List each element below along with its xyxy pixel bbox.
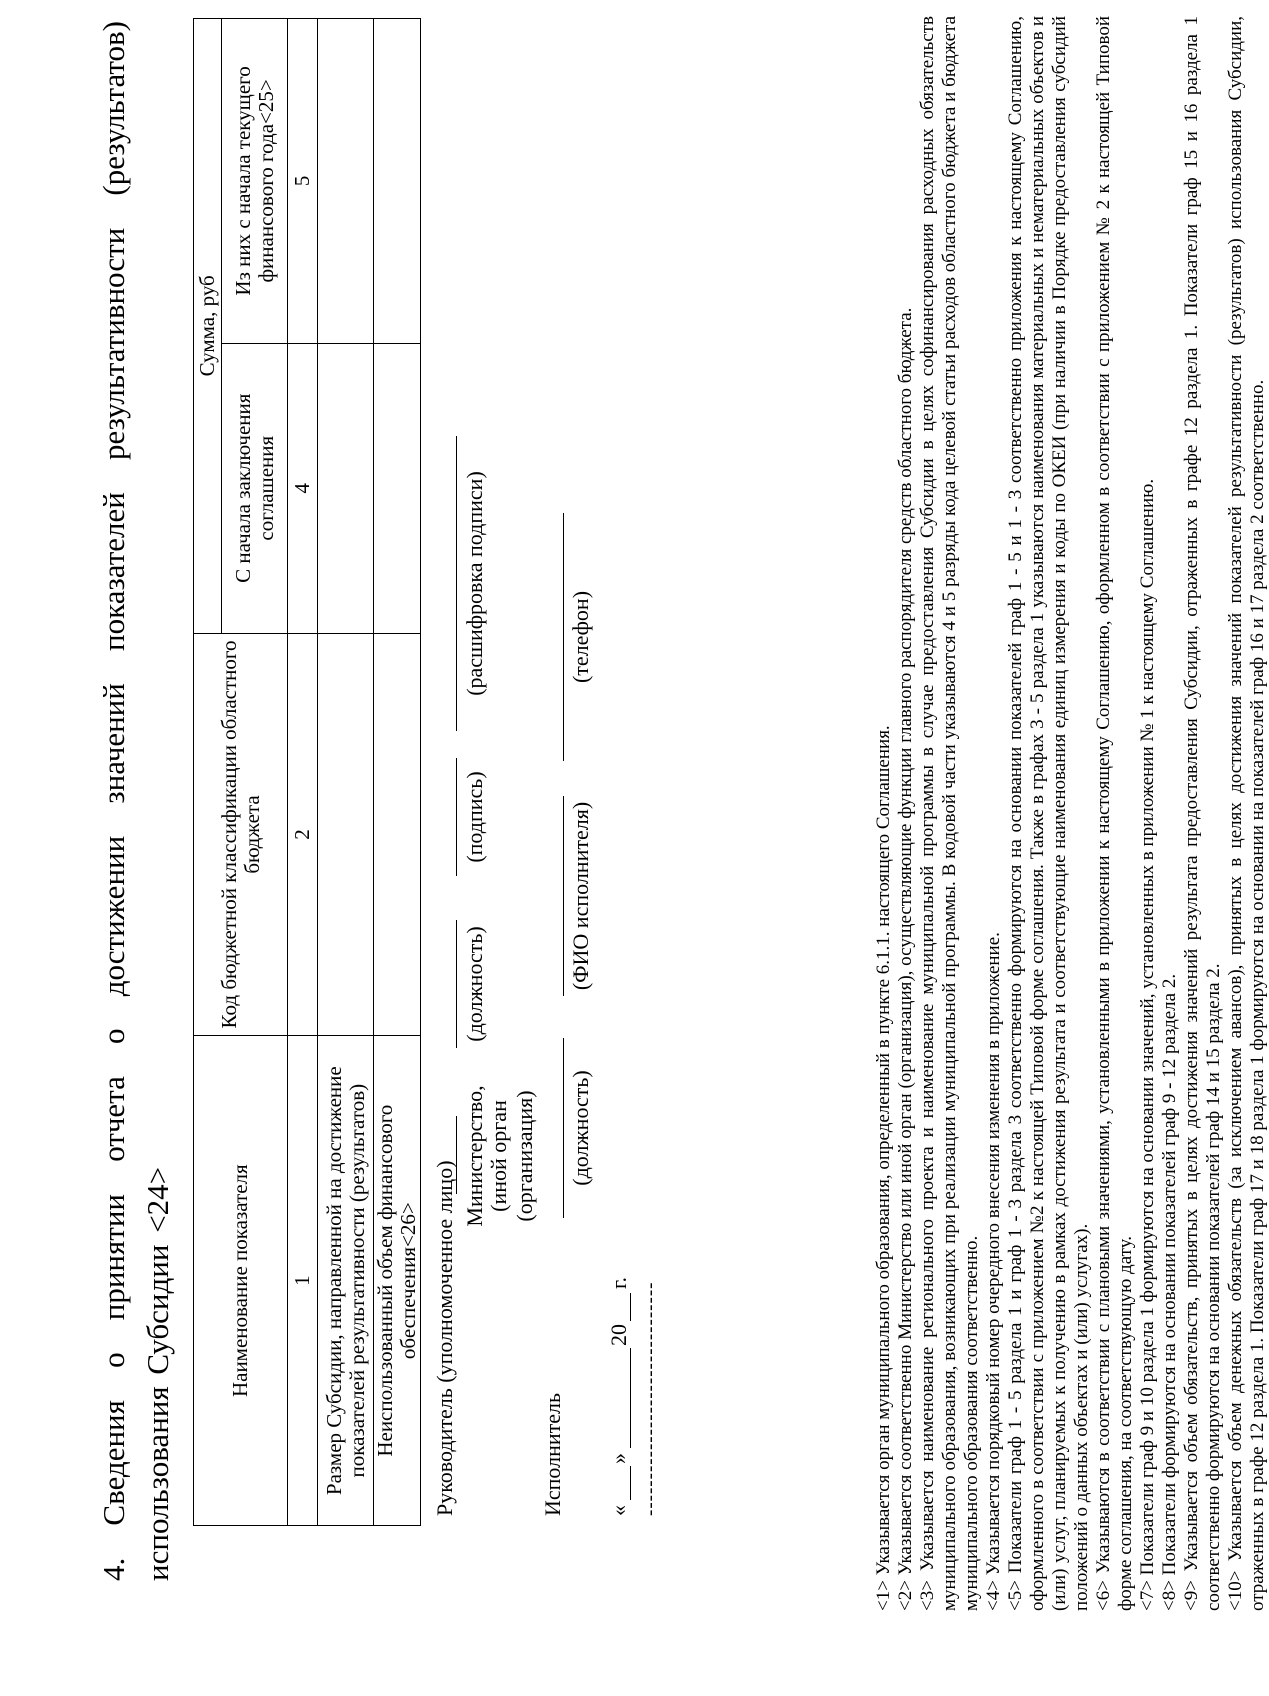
column-number-2: 2 [288,633,318,1036]
footnote-7: <7> Показатели граф 9 и 10 раздела 1 формируются на основании значений, установленных в приложении № 1 к настоящему Соглашению. [1137,478,1158,1611]
row-unused-name: Неиспользованный объем финансового обеспечения<26> [374,1036,421,1526]
decoding-caption: (расшифровка подписи) [462,471,487,696]
footnote-1: <1> Указывается орган муниципального образования, определенный в пункте 6.1.1. настоящего Соглашения. [873,725,894,1611]
position-line [456,920,457,1048]
date-open-quote: « [606,1505,631,1516]
date-close-quote: » [606,1453,631,1464]
footnote-6: <6> Указываются в соответствии с плановыми значениями, установленными в приложении к настоящему Соглашению, оформленном в соответствии с приложением № 2 к настоящей Типовой форме соглашения, на соответствующую дату. [1093,16,1136,1611]
footnote-3: <3> Указывается наименование регионального проекта и наименование муниципальной программы в случае предоставления Субсидии в целях софинансирования расходных обязательств муниципального образования, возникающих при реализации муниципальной программы. В кодовой части указываются 4 и 5 разряды кода целевой статьи расходов областного бюджета и бюджета муниципального образования соответственно. [917,16,982,1611]
date-year-prefix: 20 [606,1324,631,1346]
executor-fio-caption: (ФИО исполнителя) [568,801,593,991]
row-unused-sum-year [374,19,421,344]
executor-position-caption: (должность) [568,1070,593,1186]
footnote-9: <9> Указывается объем обязательств, принятых в целях достижения значений результата предоставления Субсидии, отраженных в графе 12 раздела 1. Показатели граф 15 и 16 раздела 1 соответственно формируются на основании показателей граф 14 и 15 раздела 2. [1181,16,1224,1611]
header-name: Наименование показателя [194,1036,288,1526]
footnote-8: <8> Показатели формируются на основании показателей граф 9 - 12 раздела 2. [1159,973,1180,1611]
footnote-separator: -------------------------------- [640,1281,661,1516]
header-code: Код бюджетной классификации областного бюджета [194,633,288,1036]
header-sum-current-year: Из них с начала текущего финансового года<25> [222,19,288,344]
executor-position-line [563,1038,564,1218]
executor-fio-line [563,796,564,996]
date-year-suffix: г. [606,1276,631,1289]
footnote-4: <4> Указывается порядковый номер очередного внесения изменения в приложение. [983,932,1004,1611]
signature-caption: (подпись) [462,771,487,863]
row-unused-code [374,633,421,1036]
phone-caption: (телефон) [568,590,593,684]
header-sum-from-agreement: С начала заключения соглашения [222,343,288,633]
section-title: 4. Сведения о принятии отчета о достижении значений показателей результативности (результатов) использования Субсидии <24> [96,21,175,1581]
executor-label: Исполнитель [540,1392,565,1516]
footnote-2: <2> Указывается соответственно Министерство или иной орган (организация), осуществляющие функции главного распорядителя средств областного бюджета. [895,307,916,1611]
ministry-line [456,1116,457,1194]
header-sum: Сумма, руб [194,19,222,634]
row-unused-sum-agreement [374,343,421,633]
head-label: Руководитель (уполномоченное лицо) [432,1160,457,1516]
position-caption: (должность) [462,926,487,1042]
table-row [374,19,421,1526]
date-day-line [630,1466,631,1500]
row-subsidy-name: Размер Субсидии, направленной на достижение показателей результативности (результатов) [318,1036,374,1526]
decoding-line [456,436,457,731]
signature-line [456,758,457,876]
date-month-line [630,1348,631,1448]
row-subsidy-sum-agreement [318,343,374,633]
column-number-5: 5 [288,19,318,344]
row-subsidy-code [318,633,374,1036]
row-subsidy-sum-year [318,19,374,344]
ministry-caption-2: (иной орган (организация) [486,1090,537,1222]
date-year-line [630,1293,631,1321]
ministry-caption-1: Министерство, [462,1085,487,1227]
column-number-4: 4 [288,343,318,633]
footnote-10: <10> Указывается объем денежных обязательств (за исключением авансов), принятых в целях достижения значений показателей результативности (результатов) использования Субсидии, отраженных в графе 12 раздела 1. Показатели граф 17 и 18 раздела 1 формируются на основании на показателей граф 16 и 17 раздела 2 соответственно. [1225,16,1268,1611]
phone-line [563,513,564,761]
footnote-5: <5> Показатели граф 1 - 5 раздела 1 и граф 1 - 3 раздела 3 соответственно формируются на основании показателей граф 1 - 5 и 1 - 3 соответственно приложения к настоящему Соглашению, оформленного в соответствии с приложением №2 к настоящей Типовой форме соглашения. Также в графах 3 - 5 раздела 1 указываются наименования материальных и нематериальных объектов и (или) услуг, планируемых к получению в рамках достижения результата и соответствующие наименования единиц измерения и коды по ОКЕИ (при наличии в Порядке предоставления субсидий положений о данных объектах и (или) услугах). [1005,16,1092,1611]
results-table [193,18,421,1526]
column-number-1: 1 [288,1036,318,1526]
footnotes [873,16,1269,1611]
table-row [318,19,374,1526]
